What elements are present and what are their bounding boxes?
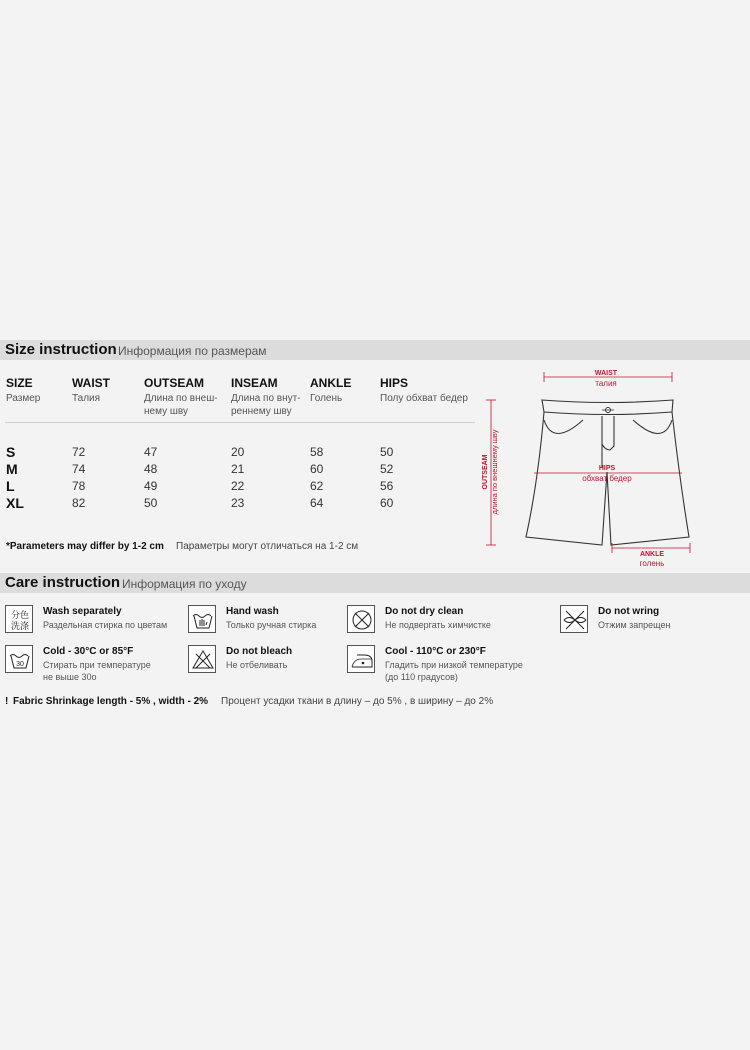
parameters-note-ru: Параметры могут отличаться на 1-2 см: [176, 541, 359, 552]
care-label: Cold - 30°C or 85°F: [43, 646, 134, 657]
ankle-label: ANKLE: [639, 551, 665, 558]
ankle-value: 60: [310, 462, 324, 476]
ankle-label-ru: голень: [639, 559, 665, 568]
size-section-title: Size instruction: [5, 341, 117, 358]
care-label: Do not wring: [598, 606, 660, 617]
wash-30-icon: [5, 645, 33, 673]
shorts-outline: [526, 400, 689, 545]
hips-value: 52: [380, 462, 394, 476]
outseam-label-ru: длина по внешнему шву: [490, 429, 499, 515]
column-header-size: SIZE Размер: [6, 376, 41, 404]
shorts-diagram: [478, 362, 708, 572]
care-label-ru: Гладить при низкой температуре: [385, 660, 523, 670]
shrinkage-note-ru: Процент усадки ткани в длину – до 5% , в ширину – до 2%: [221, 696, 494, 707]
inseam-value: 22: [231, 479, 245, 493]
column-header-waist: WAIST Талия: [72, 376, 110, 404]
hips-label-ru: обхват бедер: [582, 474, 632, 483]
care-label: Hand wash: [226, 606, 279, 617]
ankle-value: 62: [310, 479, 324, 493]
size-label: L: [6, 478, 15, 494]
care-label: Wash separately: [43, 606, 122, 617]
waist-value: 72: [72, 445, 86, 459]
hips-value: 50: [380, 445, 394, 459]
size-label: M: [6, 461, 18, 477]
no-dry-clean-icon: [347, 605, 375, 633]
no-wring-icon: [560, 605, 588, 633]
care-section-title: Care instruction: [5, 574, 121, 591]
care-label: Do not dry clean: [385, 606, 464, 617]
waist-value: 82: [72, 496, 86, 510]
care-section-header: [0, 573, 750, 593]
ankle-value: 64: [310, 496, 324, 510]
size-label: S: [6, 444, 16, 460]
column-header-outseam: OUTSEAM Длина по внеш- нему шву: [144, 376, 218, 417]
care-label-ru-2: (до 110 градусов): [385, 672, 458, 682]
care-label-ru: Стирать при температуре: [43, 660, 151, 670]
care-label: Do not bleach: [226, 646, 293, 657]
svg-text:30: 30: [16, 661, 24, 668]
inseam-value: 21: [231, 462, 245, 476]
shrinkage-warning-mark: !: [5, 696, 9, 707]
care-label-ru: Не подвергать химчистке: [385, 620, 491, 630]
shrinkage-note: Fabric Shrinkage length - 5% , width - 2%: [13, 696, 209, 707]
care-label-ru: Не отбеливать: [226, 660, 288, 670]
inseam-value: 20: [231, 445, 245, 459]
care-label-ru: Отжим запрещен: [598, 620, 671, 630]
waist-label: WAIST: [594, 370, 618, 377]
size-section-subtitle: Информация по размерам: [118, 344, 267, 358]
care-section-subtitle: Информация по уходу: [122, 577, 247, 591]
hips-label: HIPS: [598, 465, 616, 472]
iron-low-icon: [347, 645, 375, 673]
size-section-header: [0, 340, 750, 360]
hips-value: 60: [380, 496, 394, 510]
inseam-value: 23: [231, 496, 245, 510]
waist-value: 74: [72, 462, 86, 476]
no-bleach-icon: [188, 645, 216, 673]
size-label: XL: [6, 495, 24, 511]
outseam-label: OUTSEAM: [482, 454, 489, 490]
outseam-value: 49: [144, 479, 158, 493]
care-label-ru: Раздельная стирка по цветам: [43, 620, 168, 630]
care-label: Cool - 110°C or 230°F: [385, 646, 486, 657]
column-header-ankle: ANKLE Голень: [310, 376, 352, 404]
waist-value: 78: [72, 479, 86, 493]
outseam-value: 50: [144, 496, 158, 510]
outseam-value: 47: [144, 445, 158, 459]
svg-text:分色: 分色: [10, 610, 30, 620]
parameters-note: *Parameters may differ by 1-2 cm: [6, 541, 164, 552]
column-header-inseam: INSEAM Длина по внут- реннему шву: [231, 376, 301, 417]
ankle-value: 58: [310, 445, 324, 459]
care-label-ru: Только ручная стирка: [226, 620, 317, 630]
hips-value: 56: [380, 479, 394, 493]
waist-label-ru: талия: [595, 379, 617, 388]
care-label-ru-2: не выше 30о: [43, 672, 97, 682]
separate-wash-icon: [5, 605, 33, 633]
svg-text:洗涤: 洗涤: [10, 621, 30, 631]
column-header-hips: HIPS Полу обхват бедер: [380, 376, 468, 404]
outseam-value: 48: [144, 462, 158, 476]
hand-wash-icon: [188, 605, 216, 633]
table-divider: [5, 422, 475, 423]
